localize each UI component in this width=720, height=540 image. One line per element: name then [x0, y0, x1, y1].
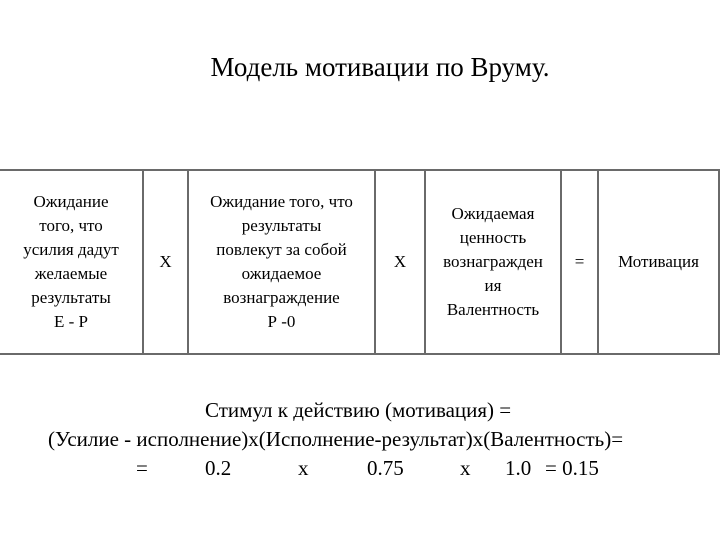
effort-performance-text: Ожидание того, что усилия дадут желаемые результаты Е - Р [23, 192, 119, 331]
motivation-text: Мотивация [618, 252, 699, 271]
multiply-cell [376, 169, 424, 355]
formula-term: х [460, 456, 471, 480]
valence-cell [426, 169, 560, 355]
multiply-cell [144, 169, 187, 355]
formula-term: 1.0 [505, 456, 532, 480]
formula-line-2: (Усилие - исполнение)х(Исполнение-результат)х(Валентность)= [48, 427, 624, 451]
formula-term: 0.2 [205, 456, 232, 480]
formula-term: х [298, 456, 309, 480]
valence-text: Ожидаемая ценность вознагражден ия Валентность [443, 204, 543, 319]
performance-outcome-text: Ожидание того, что результаты повлекут за собой ожидаемое вознаграждение Р -0 [210, 192, 353, 331]
multiply-sign: Х [159, 252, 172, 271]
formula-term: = 0.15 [545, 456, 599, 480]
diagram-title: Модель мотивации по Вруму. [210, 52, 550, 82]
formula-term: = [136, 456, 148, 480]
formula-term: 0.75 [367, 456, 404, 480]
performance-outcome-cell [189, 169, 374, 355]
effort-performance-cell [0, 169, 142, 355]
motivation-cell [599, 169, 718, 355]
equals-cell [562, 169, 597, 355]
equals-sign: = [574, 252, 585, 271]
vroom-model-table [0, 169, 720, 355]
multiply-sign: Х [393, 252, 407, 271]
formula-line-1: Стимул к действию (мотивация) = [205, 398, 512, 422]
